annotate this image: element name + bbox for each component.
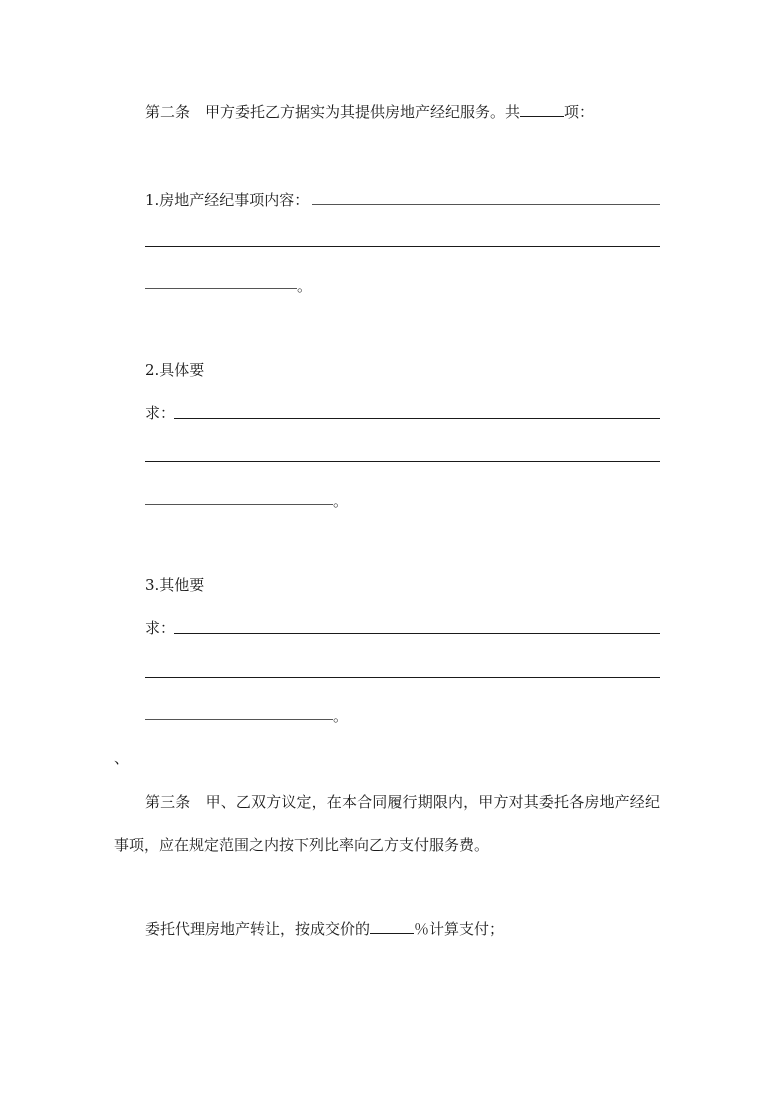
item-3-label-line-2 <box>145 618 175 638</box>
commission-rate-blank[interactable] <box>370 919 414 934</box>
item-3-label-1: 3.其他要 <box>145 576 205 594</box>
item-1-blank-line-2[interactable] <box>145 246 660 247</box>
article-3-line-1 <box>145 792 660 812</box>
article-3-text-1: 第三条 甲、乙双方议定，在本合同履行期限内，甲方对其委托各房地产经纪 <box>145 793 661 811</box>
article-2-line <box>145 102 594 122</box>
item-3-blank-line-3[interactable] <box>145 719 333 720</box>
stray-mark <box>114 748 129 768</box>
commission-suffix: ％计算支付； <box>414 920 505 938</box>
item-count-blank[interactable] <box>520 102 564 117</box>
item-2-blank-line-3[interactable] <box>145 504 333 505</box>
article-3-line-2 <box>114 835 489 855</box>
item-1-label: 1.房地产经纪事项内容： <box>145 191 310 209</box>
item-2-label-line-1 <box>145 360 204 380</box>
article-2-suffix: 项： <box>564 103 595 121</box>
item-3-blank-line-1[interactable] <box>174 633 660 634</box>
item-2-blank-line-1[interactable] <box>174 418 660 419</box>
item-3-end <box>333 706 348 726</box>
item-2-label-2: 求： <box>145 404 176 422</box>
item-2-blank-line-2[interactable] <box>145 461 660 462</box>
item-3-blank-line-2[interactable] <box>145 677 660 678</box>
item-2-label-line-2 <box>145 403 175 423</box>
commission-text: 委托代理房地产转让，按成交价的 <box>145 920 371 938</box>
item-1-blank-line-1[interactable] <box>312 204 660 205</box>
item-3-label-line-1 <box>145 575 204 595</box>
item-2-period: 。 <box>333 492 349 510</box>
item-3-period: 。 <box>333 707 349 725</box>
article-2-text: 第二条 甲方委托乙方据实为其提供房地产经纪服务。共 <box>145 103 521 121</box>
item-2-end <box>333 491 348 511</box>
stray-mark-text: 、 <box>114 749 130 767</box>
item-1-end <box>297 276 312 296</box>
item-1-period: 。 <box>297 277 313 295</box>
item-1-line <box>145 190 309 210</box>
article-3-text-2: 事项，应在规定范围之内按下列比率向乙方支付服务费。 <box>114 836 490 854</box>
item-1-blank-line-3[interactable] <box>145 288 297 289</box>
commission-line <box>145 919 504 939</box>
item-2-label-1: 2.具体要 <box>145 361 205 379</box>
item-3-label-2: 求： <box>145 619 176 637</box>
